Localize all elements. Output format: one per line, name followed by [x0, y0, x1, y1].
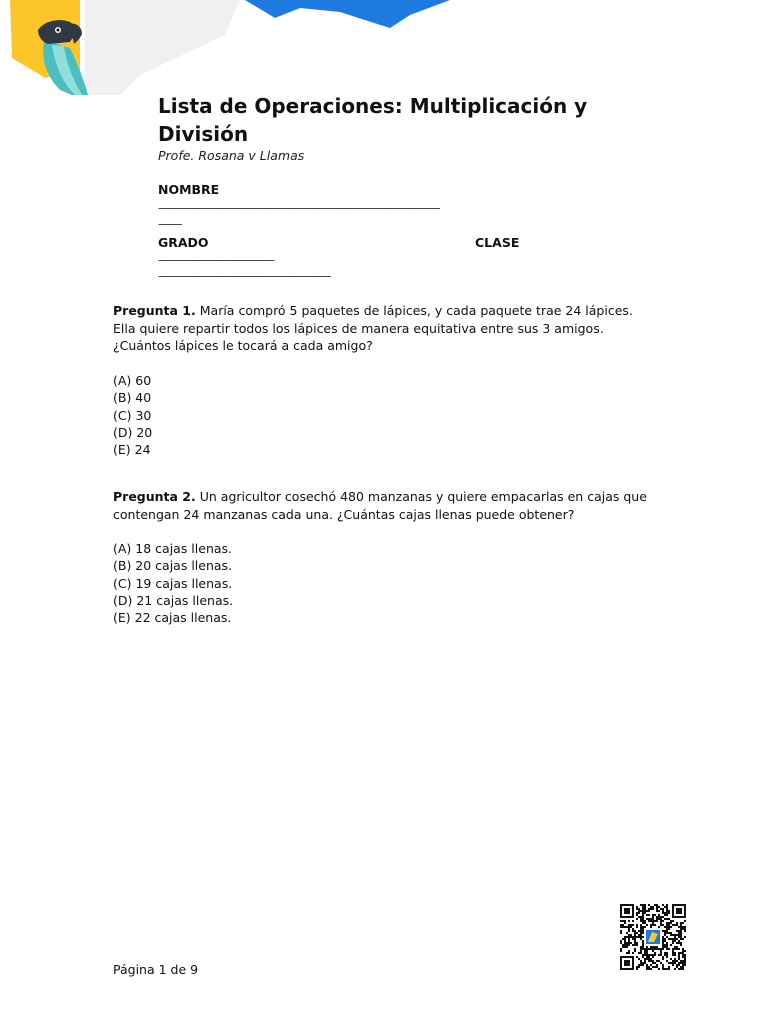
document-title: Lista de Operaciones: Multiplicación y División [158, 94, 588, 146]
page-number: Página 1 de 9 [113, 962, 199, 977]
option-1d: (D) 20 [113, 424, 153, 440]
option-2a: (A) 18 cajas llenas. [113, 541, 233, 556]
question-1-options [113, 372, 152, 458]
nombre-line-continued: ------- [158, 216, 182, 231]
grey-shape [85, 0, 240, 95]
question-1-text: María compró 5 paquetes de lápices, y cada paquete trae 24 lápices. Ella quiere repartir todos los lápices de manera equitativa entre sus 3 amigos. ¿Cuántos lápices le tocará a cada amigo? [113, 303, 633, 353]
question-2-label: Pregunta 2. [113, 489, 196, 504]
document-author: Profe. Rosana v Llamas [158, 148, 305, 163]
clase-line: ---------------------------------------------------- [158, 268, 331, 283]
question-1 [113, 302, 658, 355]
option-2d: (D) 21 cajas llenas. [113, 592, 234, 608]
grado-label: GRADO [158, 235, 209, 250]
option-1b: (B) 40 [113, 390, 152, 406]
option-2b: (B) 20 cajas llenas. [113, 558, 233, 574]
grado-line: ----------------------------------- [158, 252, 274, 267]
option-1a: (A) 60 [113, 373, 152, 388]
question-2-text: Un agricultor cosechó 480 manzanas y quiere empacarlas en cajas que contengan 24 manzanas cada una. ¿Cuántas cajas llenas puede obtener? [113, 489, 647, 522]
parrot-logo [38, 20, 88, 95]
nombre-line: ------------------------------------------------------------------------------------- [158, 200, 440, 215]
question-1-label: Pregunta 1. [113, 303, 196, 318]
header-decoration [0, 0, 768, 100]
question-2 [113, 488, 658, 523]
question-2-options [113, 540, 233, 626]
nombre-label: NOMBRE [158, 182, 220, 197]
clase-label: CLASE [475, 235, 520, 250]
option-1e: (E) 24 [113, 442, 151, 458]
blue-shape [245, 0, 450, 28]
option-2c: (C) 19 cajas llenas. [113, 575, 233, 591]
qr-code-icon [620, 904, 686, 970]
option-1c: (C) 30 [113, 407, 152, 423]
option-2e: (E) 22 cajas llenas. [113, 610, 232, 626]
